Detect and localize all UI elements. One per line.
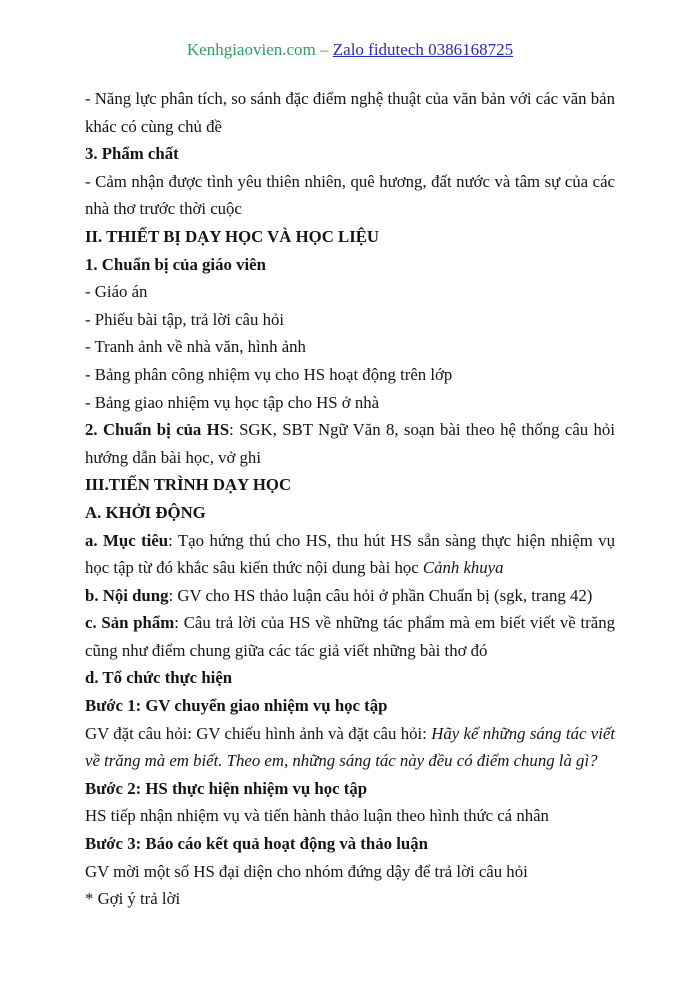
heading-paragraph: [85, 251, 615, 279]
body-paragraph: [85, 527, 615, 582]
body-paragraph: [85, 609, 615, 664]
body-paragraph: [85, 361, 615, 389]
text-run: - Bảng phân công nhiệm vụ cho HS hoạt động trên lớp: [85, 364, 453, 384]
zalo-link[interactable]: Zalo fidutech 0386168725: [332, 40, 514, 59]
bold-text-run: b. Nội dung: [85, 585, 169, 605]
text-run: GV mời một số HS đại diện cho nhóm đứng dậy để trả lời câu hỏi: [85, 861, 528, 881]
bold-text-run: 3. Phẩm chất: [85, 144, 179, 164]
heading-paragraph: [85, 775, 615, 803]
bold-text-run: Bước 2: HS thực hiện nhiệm vụ học tập: [85, 778, 368, 798]
body-paragraph: [85, 389, 615, 417]
body-paragraph: [85, 416, 615, 471]
heading-paragraph: [85, 830, 615, 858]
bold-text-run: 1. Chuẩn bị của giáo viên: [85, 254, 266, 274]
bold-text-run: III.TIẾN TRÌNH DẠY HỌC: [85, 475, 292, 495]
text-run: : GV cho HS thảo luận câu hỏi ở phần Chuẩn bị (sgk, trang 42): [168, 585, 593, 605]
bold-text-run: Bước 3: Báo cáo kết quả hoạt động và thảo luận: [85, 834, 428, 854]
text-run: : SGK, SBT Ngữ Văn 8, soạn bài theo hệ thống câu hỏi hướng dẫn bài học, vở ghi: [85, 420, 615, 467]
body-paragraph: [85, 858, 615, 886]
body-paragraph: [85, 168, 615, 223]
bold-text-run: c. Sản phẩm: [85, 613, 175, 633]
bold-text-run: A. KHỞI ĐỘNG: [85, 502, 206, 522]
text-run: : Câu trả lời của HS về những tác phẩm mà em biết viết về trăng cũng như điểm chung giữa các tác giả viết những bài thơ đó: [85, 613, 615, 660]
heading-paragraph: [85, 664, 615, 692]
bold-text-run: 2. Chuẩn bị của HS: [85, 420, 230, 440]
text-run: - Cảm nhận được tình yêu thiên nhiên, quê hương, đất nước và tâm sự của các nhà thơ trước thời cuộc: [85, 171, 615, 219]
page-header: [85, 37, 615, 63]
heading-paragraph: [85, 499, 615, 527]
heading-paragraph: [85, 140, 615, 168]
text-run: - Năng lực phân tích, so sánh đặc điểm nghệ thuật của văn bản với các văn bản khác có cùng chủ đề: [85, 89, 615, 136]
body-paragraph: [85, 802, 615, 830]
body-paragraph: [85, 885, 615, 913]
italic-text-run: Hãy kể những sáng tác viết về trăng mà em biết. Theo em, những sáng tác này đều có điểm chung là gì?: [85, 723, 615, 771]
text-run: - Tranh ảnh về nhà văn, hình ảnh: [85, 337, 306, 357]
bold-text-run: Bước 1: GV chuyển giao nhiệm vụ học tập: [85, 696, 388, 716]
body-paragraph: [85, 306, 615, 334]
text-run: : Tạo hứng thú cho HS, thu hút HS sẵn sàng thực hiện nhiệm vụ học tập từ đó khắc sâu kiến thức nội dung bài học: [85, 530, 615, 578]
heading-paragraph: [85, 223, 615, 251]
text-run: - Giáo án: [85, 282, 148, 302]
text-run: HS tiếp nhận nhiệm vụ và tiến hành thảo luận theo hình thức cá nhân: [85, 806, 549, 826]
italic-text-run: Cảnh khuya: [422, 558, 504, 578]
text-run: - Phiếu bài tập, trả lời câu hỏi: [85, 309, 285, 329]
body-paragraph: [85, 333, 615, 361]
bold-text-run: II. THIẾT BỊ DẠY HỌC VÀ HỌC LIỆU: [85, 226, 380, 246]
bold-text-run: a. Mục tiêu: [85, 530, 169, 550]
heading-paragraph: [85, 692, 615, 720]
heading-paragraph: [85, 471, 615, 499]
body-paragraph: [85, 278, 615, 306]
body-paragraph: [85, 85, 615, 140]
document-content: [85, 85, 615, 913]
body-paragraph: [85, 582, 615, 610]
site-name: Kenhgiaovien.com: [186, 40, 316, 59]
header-separator: –: [315, 40, 333, 59]
text-run: - Bảng giao nhiệm vụ học tập cho HS ở nhà: [85, 392, 380, 412]
text-run: GV đặt câu hỏi: GV chiếu hình ảnh và đặt câu hỏi:: [85, 723, 432, 743]
text-run: * Gợi ý trả lời: [85, 889, 181, 909]
bold-text-run: d. Tổ chức thực hiện: [85, 668, 233, 688]
body-paragraph: [85, 720, 615, 775]
